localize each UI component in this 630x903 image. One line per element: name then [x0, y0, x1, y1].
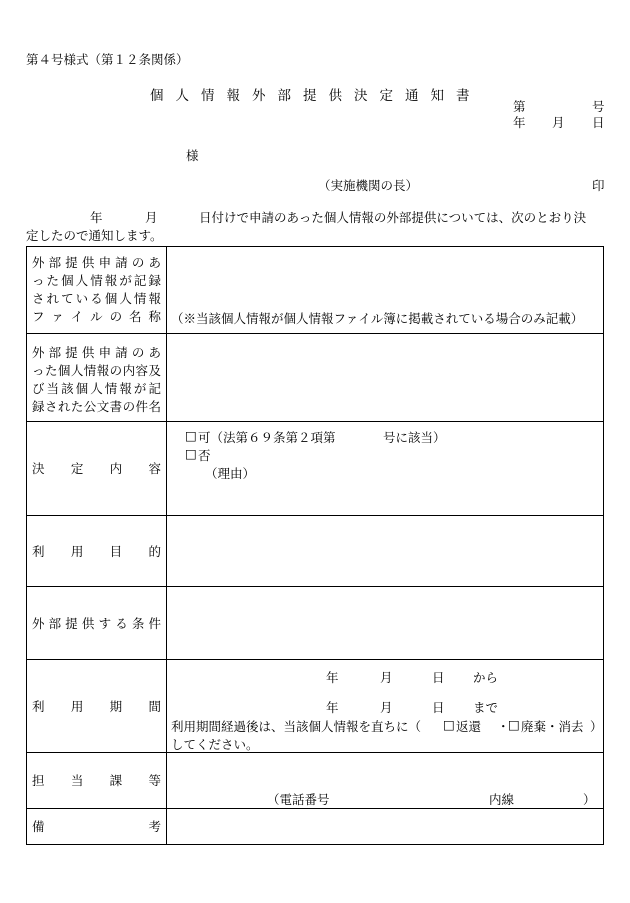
label-line: った個人情報が記録 — [32, 273, 161, 288]
row-decision — [27, 422, 604, 516]
row-purpose — [27, 516, 604, 587]
row-period — [27, 660, 604, 753]
label-line: ファイルの名称 — [32, 309, 161, 324]
from-year: 年 — [326, 670, 339, 685]
extension-label: 内線 — [489, 792, 515, 807]
date-year: 年 — [513, 115, 526, 130]
title-char: 人 — [175, 88, 189, 104]
label-line: 外部提供申請のあ — [32, 255, 161, 270]
from-word: から — [473, 670, 499, 685]
intro-line2: 定したので通知します。 — [26, 228, 163, 243]
title-char: 知 — [430, 88, 444, 104]
after-period-line1: 利用期間経過後は、当該個人情報を直ちに（ — [171, 719, 422, 734]
label-period — [27, 660, 167, 753]
label-line: った個人情報の内容及 — [32, 363, 161, 378]
intro-month: 月 — [145, 210, 158, 225]
reason-label: （理由） — [205, 466, 256, 481]
value-conditions[interactable] — [167, 587, 604, 660]
to-day: 日 — [432, 700, 445, 715]
title-char: 決 — [354, 88, 368, 104]
phone-label: （電話番号 — [267, 792, 330, 807]
title-char: 外 — [252, 88, 266, 104]
title-char: 書 — [456, 88, 470, 104]
from-day: 日 — [432, 670, 445, 685]
label-line: 録された公文書の件名 — [32, 399, 161, 414]
label-purpose — [27, 516, 167, 587]
dispose-text: 廃棄・消去 — [521, 719, 584, 734]
label-text: 外部提供する条件 — [32, 616, 161, 631]
to-word: まで — [473, 700, 499, 715]
label-text: 備考 — [32, 819, 161, 834]
title-char: 報 — [226, 88, 240, 104]
row-file-name — [27, 247, 604, 334]
row-remarks — [27, 809, 604, 845]
after-period-line2: してください。 — [171, 737, 259, 752]
intro-line1: 日付けで申請のあった個人情報の外部提供については、次のとおり決 — [199, 210, 587, 225]
label-remarks — [27, 809, 167, 845]
intro-year: 年 — [90, 210, 103, 225]
label-file-name — [27, 247, 167, 334]
row-department — [27, 753, 604, 809]
value-period — [167, 660, 604, 753]
approve-suffix: 号に該当） — [383, 430, 446, 445]
label-conditions — [27, 587, 167, 660]
title-char: 供 — [328, 88, 342, 104]
value-file-name[interactable] — [167, 247, 604, 334]
label-line: されている個人情報 — [32, 291, 161, 306]
title-char: 通 — [405, 88, 419, 104]
form-number: 第４号様式（第１２条関係） — [26, 52, 189, 67]
document-title — [150, 84, 482, 104]
deny-checkbox[interactable]: □ — [185, 446, 197, 461]
approve-checkbox[interactable]: □ — [185, 428, 197, 443]
row-conditions — [27, 587, 604, 660]
addressee-honorific: 様 — [186, 148, 199, 163]
to-year: 年 — [326, 700, 339, 715]
approve-text: 可（法第６９条第２項第 — [198, 430, 336, 445]
seal-mark: 印 — [592, 178, 605, 193]
value-department[interactable] — [167, 753, 604, 809]
label-line: 外部提供申請のあ — [32, 345, 161, 360]
title-char: 提 — [303, 88, 317, 104]
close-paren: ） — [590, 719, 603, 734]
title-char: 部 — [277, 88, 291, 104]
deny-text: 否 — [198, 448, 211, 463]
value-decision — [167, 422, 604, 516]
value-content[interactable] — [167, 334, 604, 422]
file-register-note: （※当該個人情報が個人情報ファイル簿に掲載されている場合のみ記載） — [171, 311, 584, 326]
doc-no-suffix: 号 — [592, 99, 605, 114]
return-checkbox[interactable]: □ — [443, 717, 455, 732]
notice-form-table — [26, 246, 604, 845]
label-decision — [27, 422, 167, 516]
label-text: 利用目的 — [32, 544, 161, 559]
title-char: 情 — [201, 88, 215, 104]
doc-no-prefix: 第 — [513, 99, 526, 114]
value-remarks[interactable] — [167, 809, 604, 845]
value-purpose[interactable] — [167, 516, 604, 587]
label-line: び当該個人情報が記 — [32, 381, 161, 396]
from-month: 月 — [380, 670, 393, 685]
label-text: 担当課等 — [32, 773, 161, 788]
label-text: 利用期間 — [32, 699, 161, 714]
dispose-checkbox[interactable]: □ — [508, 717, 520, 732]
title-char: 個 — [150, 88, 164, 104]
date-day: 日 — [592, 115, 605, 130]
label-text: 決定内容 — [32, 461, 161, 476]
issuer-name: （実施機関の長） — [318, 178, 419, 193]
phone-close-paren: ） — [583, 792, 596, 807]
label-department — [27, 753, 167, 809]
date-month: 月 — [552, 115, 565, 130]
separator-dot: ・ — [497, 719, 510, 734]
label-content — [27, 334, 167, 422]
row-content — [27, 334, 604, 422]
title-char: 定 — [379, 88, 393, 104]
return-text: 返還 — [456, 719, 482, 734]
to-month: 月 — [380, 700, 393, 715]
